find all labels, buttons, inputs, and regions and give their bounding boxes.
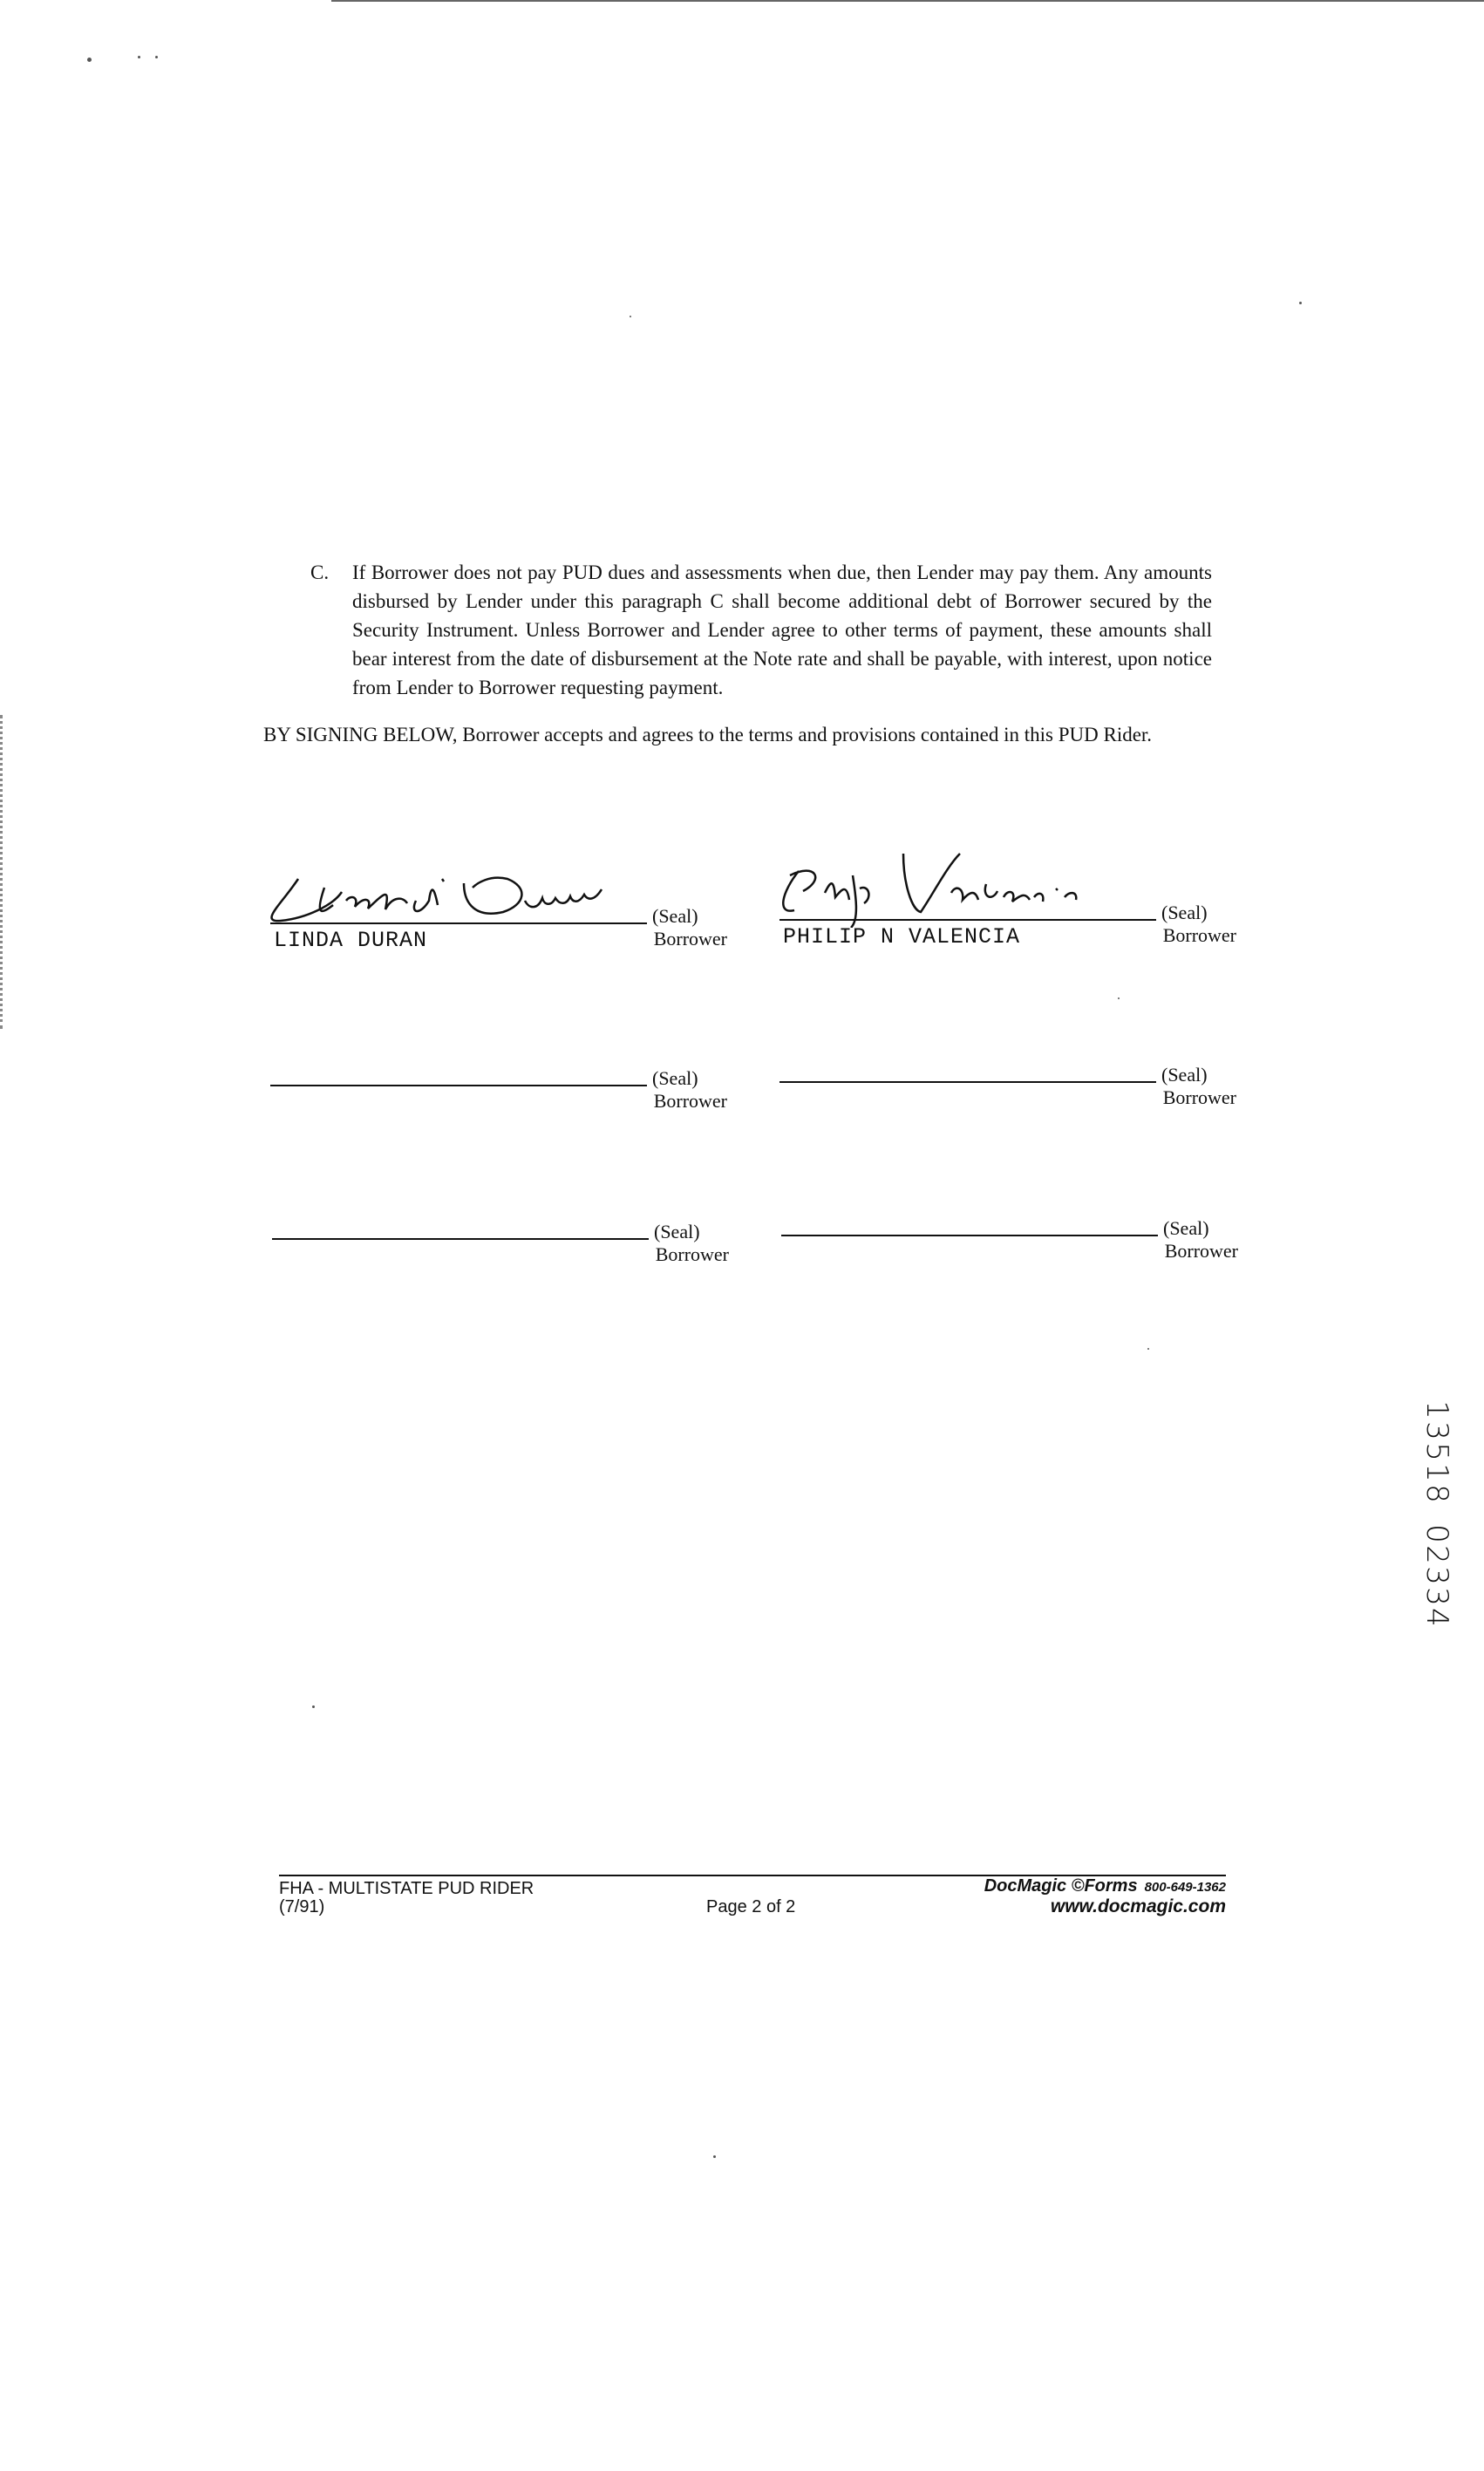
footer-publisher bbox=[984, 1876, 1226, 1917]
signer-role: Borrower bbox=[1162, 924, 1236, 946]
publisher-phone: 800-649-1362 bbox=[1144, 1880, 1226, 1895]
signer-role: Borrower bbox=[1162, 1086, 1236, 1108]
signature-line bbox=[781, 1235, 1158, 1236]
signature-line bbox=[272, 1238, 649, 1240]
seal-label: (Seal) bbox=[1161, 902, 1208, 923]
form-title: FHA - MULTISTATE PUD RIDER bbox=[279, 1879, 534, 1898]
agreement-statement: BY SIGNING BELOW, Borrower accepts and agrees to the terms and provisions contained in this PUD Rider. bbox=[263, 724, 1153, 745]
document-stamp-number bbox=[1421, 1399, 1453, 1628]
stamp-digit: 1 bbox=[1419, 1400, 1454, 1419]
stamp-digit: 8 bbox=[1419, 1484, 1454, 1503]
stamp-digit: 3 bbox=[1419, 1566, 1454, 1585]
scan-speck bbox=[1299, 302, 1302, 304]
scan-speck bbox=[312, 1705, 315, 1708]
scan-speck bbox=[1118, 997, 1120, 999]
seal-label: (Seal) bbox=[654, 1221, 700, 1242]
signature-block-philip-n-valencia bbox=[779, 884, 1236, 950]
signer-name: LINDA DURAN bbox=[274, 928, 428, 953]
paragraph-c bbox=[310, 558, 1212, 702]
scan-edge-top bbox=[331, 0, 1484, 2]
stamp-digit: 4 bbox=[1419, 1608, 1454, 1627]
stamp-digit: 5 bbox=[1419, 1442, 1454, 1461]
stamp-digit: 2 bbox=[1419, 1545, 1454, 1564]
paragraph-letter: C. bbox=[310, 562, 330, 583]
signer-name: PHILIP N VALENCIA bbox=[783, 924, 1021, 950]
form-date: (7/91) bbox=[279, 1897, 325, 1916]
handwritten-signature-linda-duran bbox=[263, 853, 647, 931]
signature-line bbox=[779, 919, 1156, 921]
signature-block-blank bbox=[781, 1200, 1238, 1262]
stamp-digit: 3 bbox=[1419, 1587, 1454, 1606]
stamp-digit: 0 bbox=[1419, 1524, 1454, 1543]
scan-speck bbox=[138, 56, 140, 58]
signature-block-blank bbox=[779, 1046, 1236, 1108]
page-number: Page 2 of 2 bbox=[706, 1897, 796, 1916]
signature-block-blank bbox=[270, 1050, 727, 1112]
publisher-brand: DocMagic ©Forms bbox=[984, 1876, 1138, 1896]
scan-speck bbox=[87, 58, 92, 62]
signer-role: Borrower bbox=[653, 928, 727, 950]
stamp-digit: 3 bbox=[1419, 1421, 1454, 1440]
signature-line bbox=[270, 1085, 647, 1086]
signer-role: Borrower bbox=[1164, 1240, 1238, 1262]
scan-speck bbox=[713, 2155, 716, 2158]
signer-role: Borrower bbox=[655, 1243, 729, 1265]
seal-label: (Seal) bbox=[1163, 1217, 1209, 1239]
handwritten-signature-philip-n-valencia bbox=[773, 849, 1156, 928]
signature-block-blank bbox=[272, 1203, 729, 1265]
seal-label: (Seal) bbox=[652, 1067, 698, 1089]
footer-form-info bbox=[279, 1880, 534, 1916]
scan-edge-left bbox=[0, 715, 3, 1029]
publisher-website: www.docmagic.com bbox=[1050, 1896, 1226, 1916]
seal-label: (Seal) bbox=[1161, 1064, 1208, 1086]
scan-speck bbox=[1147, 1348, 1149, 1350]
scan-speck bbox=[630, 316, 631, 317]
scan-speck bbox=[155, 56, 158, 58]
seal-label: (Seal) bbox=[652, 905, 698, 927]
signature-line bbox=[270, 922, 647, 924]
paragraph-text: If Borrower does not pay PUD dues and assessments when due, then Lender may pay them. Any amounts disbursed by Lender under this paragraph C shall become additional debt of Borrower secured by the Security Instrument. Unless Borrower and Lender agree to other terms of payment, these amounts shall bear interest from the date of disbursement at the Note rate and shall be payable, with interest, upon notice from Lender to Borrower requesting payment. bbox=[352, 562, 1212, 698]
stamp-digit: 1 bbox=[1419, 1463, 1454, 1482]
signer-role: Borrower bbox=[653, 1090, 727, 1112]
signature-block-linda-duran bbox=[270, 888, 727, 953]
signature-line bbox=[779, 1081, 1156, 1083]
